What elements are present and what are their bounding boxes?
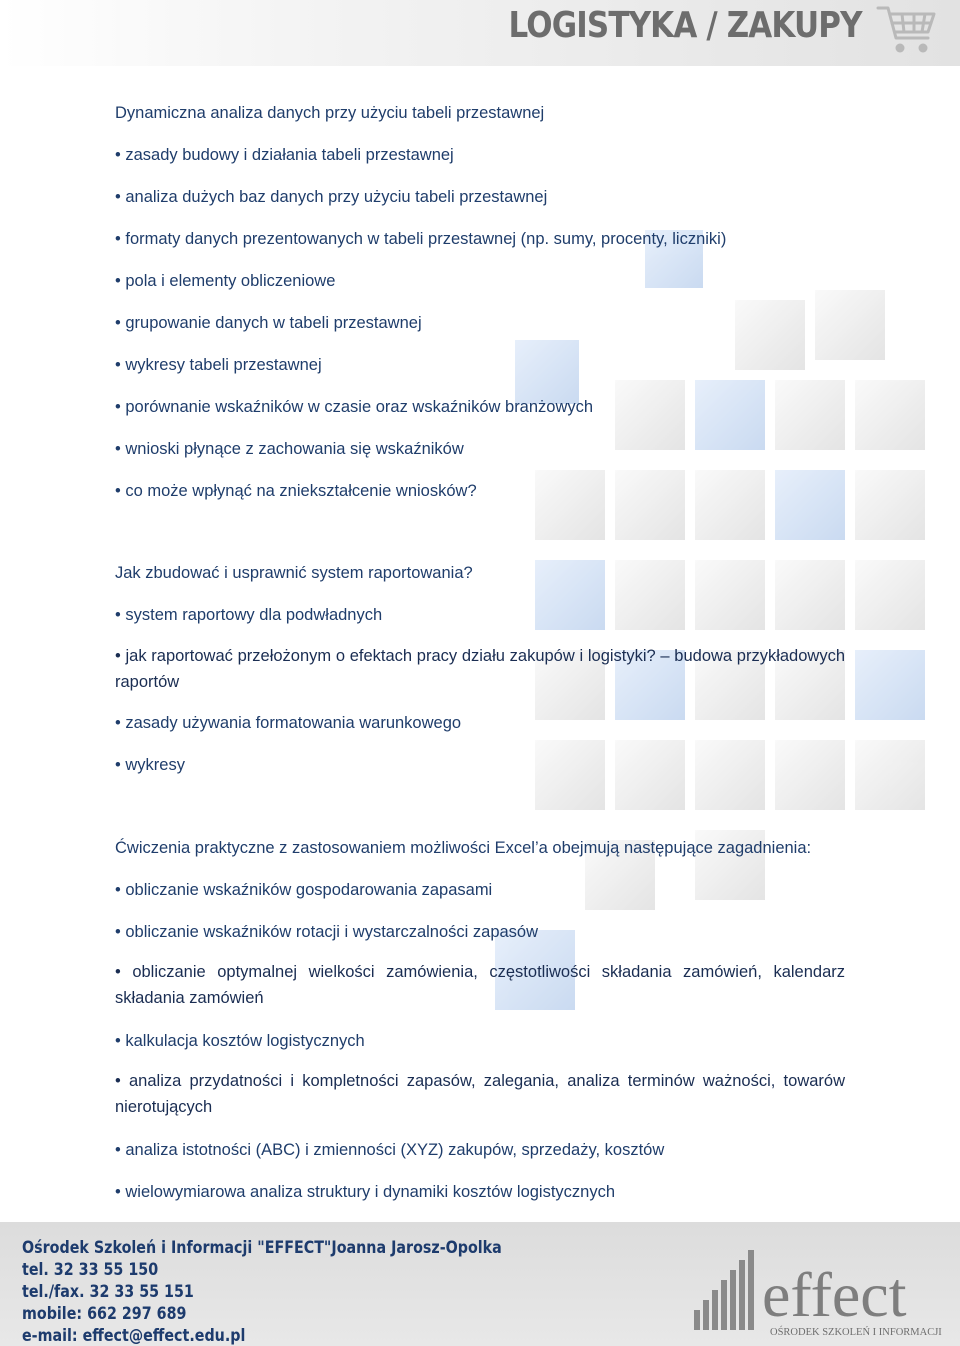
list-item: • analiza istotności (ABC) i zmienności (XYZ) zakupów, sprzedaży, kosztów — [115, 1141, 665, 1159]
list-item: • formaty danych prezentowanych w tabeli przestawnej (np. sumy, procenty, liczniki) — [115, 230, 727, 248]
list-item: • obliczanie wskaźników gospodarowania zapasami — [115, 881, 493, 899]
footer-fax: tel./fax. 32 33 55 151 — [22, 1282, 194, 1302]
list-item: • zasady budowy i działania tabeli przestawnej — [115, 146, 454, 164]
list-item: • analiza przydatności i kompletności zapasów, zalegania, analiza terminów ważności, towarów nierotujących — [115, 1072, 845, 1116]
list-item: • system raportowy dla podwładnych — [115, 606, 383, 624]
list-item: • obliczanie optymalnej wielkości zamówienia, częstotliwości składania zamówień, kalendarz składania zamówień — [115, 963, 845, 1007]
list-item: • porównanie wskaźników w czasie oraz wskaźników branżowych — [115, 398, 594, 416]
list-item: • wykresy — [115, 756, 185, 774]
effect-logo — [692, 1236, 942, 1340]
list-item: • zasady używania formatowania warunkowego — [115, 714, 462, 732]
list-item: • wykresy tabeli przestawnej — [115, 356, 322, 374]
footer-email[interactable]: e-mail: effect@effect.edu.pl — [22, 1326, 246, 1346]
list-item: • pola i elementy obliczeniowe — [115, 272, 336, 290]
list-item: • wielowymiarowa analiza struktury i dynamiki kosztów logistycznych — [115, 1183, 616, 1201]
footer-phone: tel. 32 33 55 150 — [22, 1260, 159, 1280]
section-heading-exercises: Ćwiczenia praktyczne z zastosowaniem możliwości Excel’a obejmują następujące zagadnienia: — [115, 839, 812, 857]
list-item: • kalkulacja kosztów logistycznych — [115, 1032, 365, 1050]
list-item: • obliczanie wskaźników rotacji i wystarczalności zapasów — [115, 923, 539, 941]
section-heading-pivot: Dynamiczna analiza danych przy użyciu tabeli przestawnej — [115, 104, 545, 122]
logo-wordmark: effect — [762, 1259, 907, 1330]
list-item: • co może wpłynąć na zniekształcenie wniosków? — [115, 482, 477, 500]
shopping-cart-icon — [876, 4, 938, 56]
header-title: LOGISTYKA / ZAKUPY — [508, 5, 862, 46]
list-item: • jak raportować przełożonym o efektach pracy działu zakupów i logistyki? – budowa przykładowych raportów — [115, 647, 845, 691]
list-item: • analiza dużych baz danych przy użyciu tabeli przestawnej — [115, 188, 548, 206]
footer-mobile: mobile: 662 297 689 — [22, 1304, 187, 1324]
page-header — [0, 0, 960, 66]
section-heading-reporting: Jak zbudować i usprawnić system raportowania? — [115, 564, 473, 582]
logo-tagline: OŚRODEK SZKOLEŃ I INFORMACJI — [770, 1327, 942, 1338]
footer-organization: Ośrodek Szkoleń i Informacji "EFFECT"Joanna Jarosz-Opolka — [22, 1238, 502, 1258]
list-item: • grupowanie danych w tabeli przestawnej — [115, 314, 422, 332]
list-item: • wnioski płynące z zachowania się wskaźników — [115, 440, 464, 458]
